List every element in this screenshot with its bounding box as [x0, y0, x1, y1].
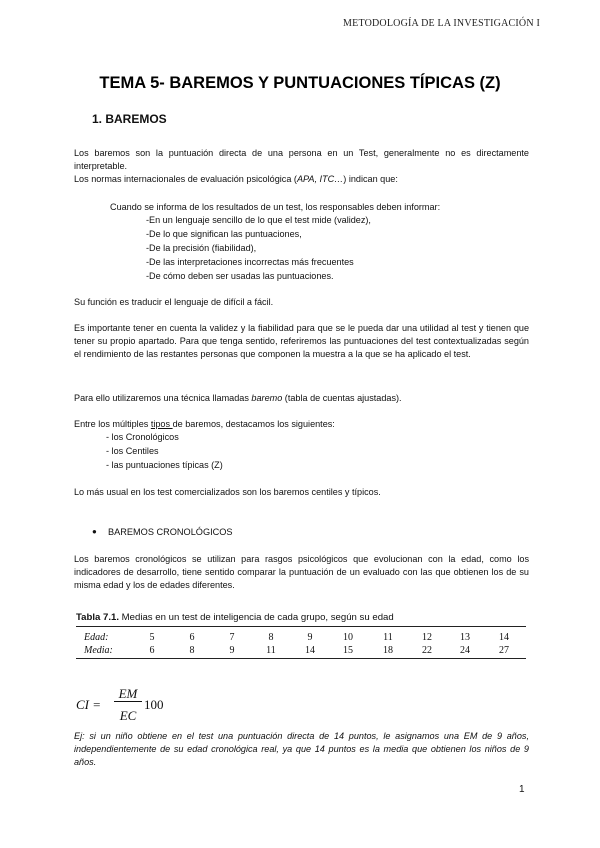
- table-cell: 6: [189, 632, 195, 643]
- table-cell: 14: [499, 632, 509, 643]
- section-heading-baremos: 1. BAREMOS: [92, 112, 167, 126]
- inform-item: -En un lenguaje sencillo de lo que el test mide (validez),: [146, 215, 371, 225]
- table-cell: 5: [149, 632, 155, 643]
- table-cell: 8: [189, 645, 195, 656]
- formula-multiplier: 100: [144, 697, 164, 712]
- bullet-icon: ●: [92, 527, 97, 536]
- table-row-media: [76, 645, 526, 657]
- table-cell: 27: [499, 645, 509, 656]
- paragraph-validez: Es importante tener en cuenta la validez y la fiabilidad para que se le pueda dar una utilidad al test y tienen que tener su propio apartado. Para que tenga sentido, referiremos las puntuaciones del test contextualizadas según el rendimiento de las restantes personas que componen la muestra a la que se ha aplicado el test.: [74, 323, 529, 359]
- running-header: METODOLOGÍA DE LA INVESTIGACIÓN I: [343, 18, 540, 29]
- type-item: - las puntuaciones típicas (Z): [106, 460, 223, 470]
- inform-item: -De la precisión (fiabilidad),: [146, 243, 257, 253]
- table-cell: 12: [422, 632, 432, 643]
- inform-item: -De lo que significan las puntuaciones,: [146, 229, 302, 239]
- paragraph-definition: Los baremos son la puntuación directa de una persona en un Test, generalmente no es directamente interpretable.: [74, 148, 529, 171]
- formula-numerator: EM: [118, 686, 138, 701]
- type-item: - los Cronológicos: [106, 432, 179, 442]
- paragraph-usual: Lo más usual en los test comercializados son los baremos centiles y típicos.: [74, 487, 381, 497]
- inform-intro: Cuando se informa de los resultados de un test, los responsables deben informar:: [110, 202, 441, 212]
- page-number: 1: [519, 784, 525, 795]
- example-paragraph: Ej: si un niño obtiene en el test una puntuación directa de 14 puntos, le asignamos una EM de 9 años, independientemente de su edad cronológica real, ya que 14 puntos es la media que obtienen los niños de 9 años.: [74, 731, 529, 767]
- table-cell: 24: [460, 645, 470, 656]
- table-cell: 11: [266, 645, 276, 656]
- subsection-heading-cronologicos: BAREMOS CRONOLÓGICOS: [108, 527, 233, 537]
- table-cell: 22: [422, 645, 432, 656]
- paragraph-tipos: Entre los múltiples tipos de baremos, destacamos los siguientes:: [74, 419, 335, 429]
- table-cell: 8: [268, 632, 274, 643]
- inform-item: -De las interpretaciones incorrectas más frecuentes: [146, 257, 354, 267]
- table-cell: 13: [460, 632, 470, 643]
- row-label: Media:: [84, 645, 113, 656]
- table-cell: 7: [229, 632, 235, 643]
- table-row-edad: [76, 632, 526, 644]
- paragraph-cronologicos: Los baremos cronológicos se utilizan para rasgos psicológicos que evolucionan con la edad, como los indicadores de desarrollo, tiene sentido comparar la puntuación de un evaluado con las que obtienen los de su misma edad y los de edades diferentes.: [74, 554, 529, 590]
- table-cell: 9: [307, 632, 313, 643]
- type-item: - los Centiles: [106, 446, 159, 456]
- table-cell: 15: [343, 645, 353, 656]
- table-cell: 10: [343, 632, 353, 643]
- table-cell: 18: [383, 645, 393, 656]
- formula-lhs: CI =: [76, 697, 102, 712]
- table-top-rule: [76, 626, 526, 627]
- paragraph-normas: Los normas internacionales de evaluación psicológica (APA, ITC…) indican que:: [74, 174, 398, 184]
- age-mean-table: [76, 626, 526, 656]
- paragraph-funcion: Su función es traducir el lenguaje de difícil a fácil.: [74, 297, 274, 307]
- paragraph-tecnica: Para ello utilizaremos una técnica llamadas baremo (tabla de cuentas ajustadas).: [74, 393, 402, 403]
- table-bottom-rule: [76, 658, 526, 659]
- formula-denominator: EC: [119, 708, 137, 723]
- fraction-bar: [114, 701, 142, 702]
- table-cell: 9: [229, 645, 235, 656]
- table-cell: 14: [305, 645, 315, 656]
- table-cell: 11: [383, 632, 393, 643]
- table-caption: Tabla 7.1. Medias en un test de inteligencia de cada grupo, según su edad: [76, 612, 394, 623]
- page-title: TEMA 5- BAREMOS Y PUNTUACIONES TÍPICAS (Z): [99, 74, 501, 92]
- inform-item: -De cómo deben ser usadas las puntuaciones.: [146, 271, 334, 281]
- row-label: Edad:: [84, 632, 109, 643]
- table-cell: 6: [149, 645, 155, 656]
